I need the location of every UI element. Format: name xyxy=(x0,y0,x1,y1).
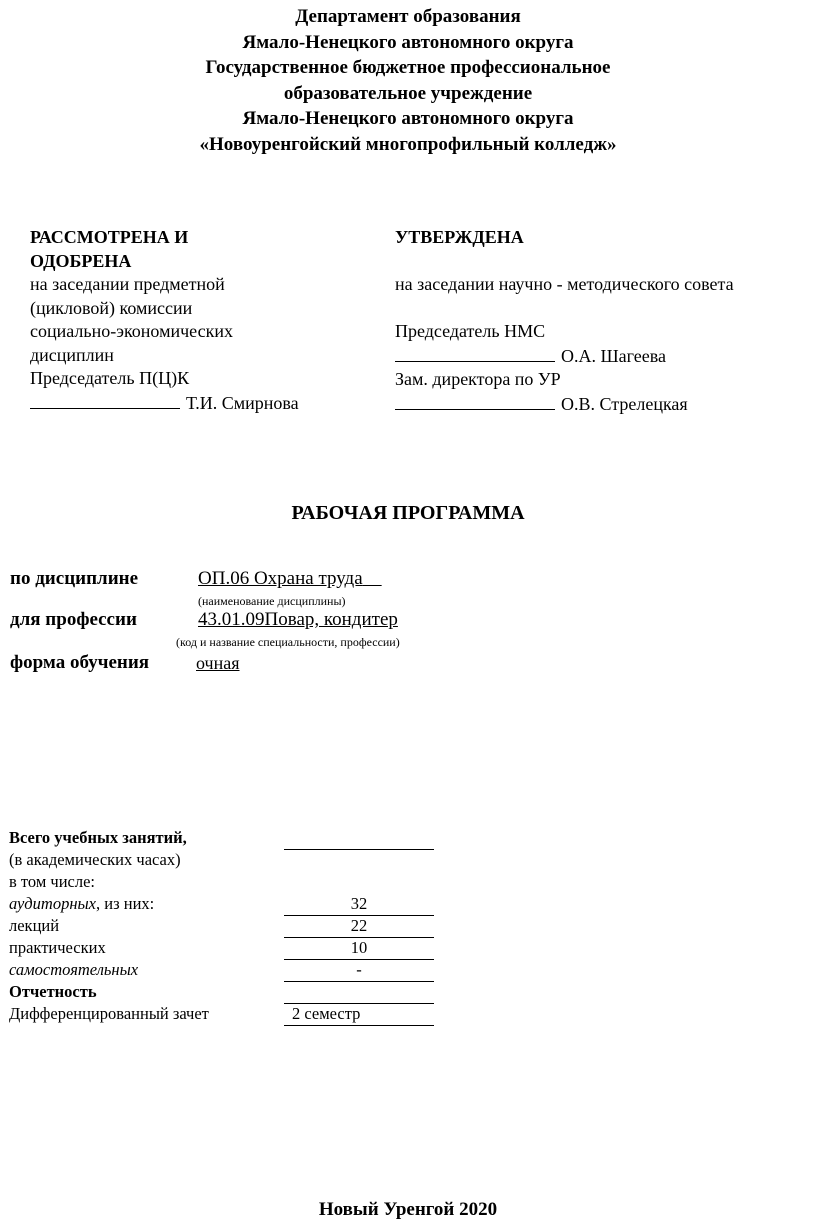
profession-label: для профессии xyxy=(10,609,137,630)
spacer xyxy=(395,297,815,321)
header-line: Ямало-Ненецкого автономного округа xyxy=(242,31,574,53)
independent-value: - xyxy=(284,960,434,982)
practical-label: практических xyxy=(9,938,106,957)
right-signature-line xyxy=(395,344,815,369)
profession-value-wrap xyxy=(198,609,398,631)
right-signer-2: О.В. Стрелецкая xyxy=(561,393,688,414)
lectures-value: 22 xyxy=(284,916,434,938)
right-line: на заседании научно - методического совета xyxy=(395,274,734,294)
auditory-label-rest: , из них: xyxy=(96,894,155,913)
academic-note: (в академических часах) xyxy=(9,850,181,869)
discipline-row xyxy=(10,568,138,590)
right-heading: УТВЕРЖДЕНА xyxy=(395,227,524,247)
header-line: Департамент образования xyxy=(295,6,521,27)
right-line: Зам. директора по УР xyxy=(395,369,561,389)
signature-blank xyxy=(395,392,555,410)
profession-hint: (код и название специальности, профессии) xyxy=(176,635,400,649)
discipline-label: по дисциплине xyxy=(10,568,139,589)
discipline-underline-tail xyxy=(363,568,382,589)
left-line: социально-экономических xyxy=(30,321,233,341)
right-signature-line xyxy=(395,392,815,417)
left-heading-2: ОДОБРЕНА xyxy=(30,250,132,271)
credit-label: Дифференцированный зачет xyxy=(9,1004,209,1023)
left-signature-line xyxy=(30,391,330,416)
left-line: (цикловой) комиссии xyxy=(30,297,193,318)
header-line: «Новоуренгойский многопрофильный колледж» xyxy=(199,133,617,155)
left-signer: Т.И. Смирнова xyxy=(186,392,299,413)
spacer xyxy=(395,250,815,274)
discipline-value: ОП.06 Охрана труда xyxy=(198,568,363,589)
document-footer: Новый Уренгой 2020 xyxy=(318,1199,498,1220)
left-line: дисциплин xyxy=(30,344,114,365)
total-value xyxy=(284,828,434,850)
auditory-label xyxy=(9,894,279,914)
document-header xyxy=(0,4,816,158)
right-line: Председатель НМС xyxy=(395,321,546,341)
signature-blank xyxy=(395,344,555,362)
right-signer-1: О.А. Шагеева xyxy=(561,345,667,366)
including-label: в том числе: xyxy=(9,872,96,891)
form-row xyxy=(10,652,149,674)
form-value: очная xyxy=(196,653,240,673)
left-line: Председатель П(Ц)К xyxy=(30,368,190,388)
left-heading: РАССМОТРЕНА И xyxy=(30,227,189,247)
form-value-wrap xyxy=(196,653,240,674)
approval-right-block xyxy=(395,226,815,416)
reporting-value xyxy=(284,982,434,1004)
auditory-label-em: аудиторных xyxy=(9,894,97,913)
form-label: форма обучения xyxy=(10,652,150,673)
left-line: на заседании предметной xyxy=(30,274,225,294)
lectures-label: лекций xyxy=(9,916,60,935)
independent-label: самостоятельных xyxy=(9,960,139,979)
practical-value: 10 xyxy=(284,938,434,960)
total-label: Всего учебных занятий, xyxy=(9,828,187,847)
reporting-label: Отчетность xyxy=(9,982,97,1001)
header-line: образовательное учреждение xyxy=(283,82,533,104)
profession-row xyxy=(10,609,137,631)
header-line: Ямало-Ненецкого автономного округа xyxy=(242,108,574,130)
discipline-value-wrap xyxy=(198,568,382,590)
document-title: РАБОЧАЯ ПРОГРАММА xyxy=(291,502,525,524)
signature-blank xyxy=(30,391,180,409)
auditory-value: 32 xyxy=(284,894,434,916)
profession-value: 43.01.09Повар, кондитер xyxy=(198,609,398,630)
approval-left-block xyxy=(30,226,330,415)
discipline-hint: (наименование дисциплины) xyxy=(198,594,346,608)
credit-value: 2 семестр xyxy=(284,1004,434,1026)
header-line: Государственное бюджетное профессиональное xyxy=(205,57,611,79)
